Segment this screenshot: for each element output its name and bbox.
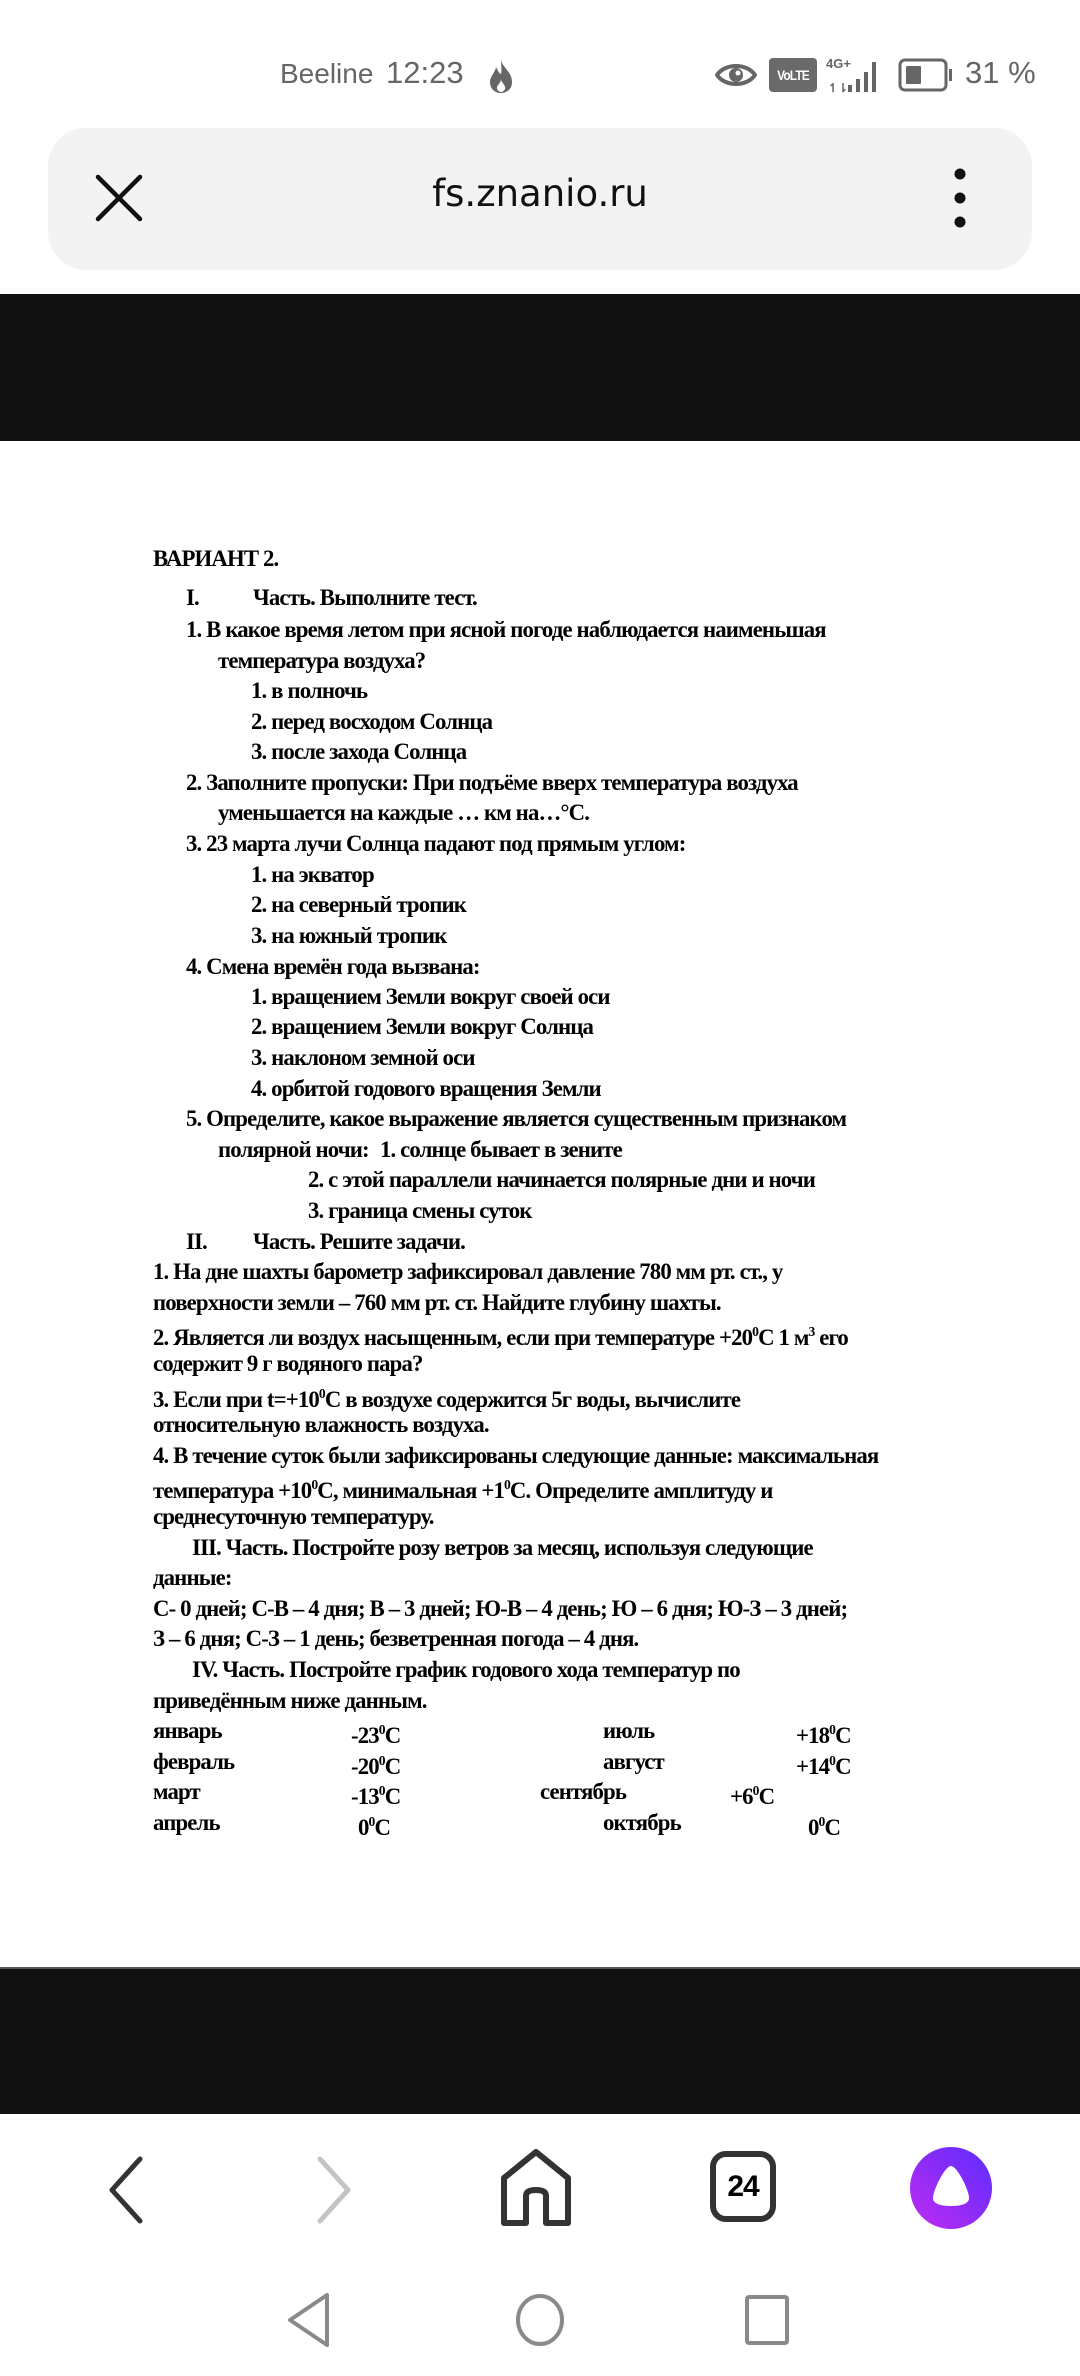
part3-title: III. Часть. Постройте розу ветров за месяц, используя следующие [192,1535,813,1561]
degree-mark: 0 [378,1723,385,1738]
temp-unit: С [384,1784,401,1810]
temp-unit: С [835,1723,851,1749]
month-temp [796,1717,851,1750]
part4-title: IV. Часть. Постройте график годового хода температур по [192,1657,740,1683]
alice-icon[interactable] [909,2146,993,2230]
task-1: 1. На дне шахты барометр зафиксировал давление 780 мм рт. ст., у [153,1259,783,1285]
task-3-cont: относительную влажность воздуха. [153,1412,489,1438]
month-name: январь [153,1718,222,1744]
task-3-text-a: 3. Если при t=+10 [153,1387,319,1413]
degree-mark: 0 [378,1754,385,1769]
part1-number: I. [186,585,199,611]
home-icon[interactable] [498,2148,574,2228]
question-2: 2. Заполните пропуски: При подъёме вверх температура воздуха [186,770,798,796]
url-text[interactable]: fs.znanio.ru [432,172,648,215]
q5-option-2: 2. с этой параллели начинается полярные дни и ночи [308,1167,815,1193]
degree-mark: 0 [318,1387,325,1402]
top-black-band [0,294,1080,441]
temp-value: -13 [351,1784,379,1810]
forward-icon[interactable] [310,2155,360,2225]
q4-option-4: 4. орбитой годового вращения Земли [251,1076,601,1102]
degree-mark: 0 [368,1815,375,1830]
wind-data-line-1: С- 0 дней; С-В – 4 дня; В – 3 дней; Ю-В – 4 день; Ю – 6 дня; Ю-З – 3 дней; [153,1596,848,1622]
part4-title-cont: приведённым ниже данным. [153,1688,427,1714]
bottom-black-band [0,1969,1080,2114]
month-name: август [603,1749,664,1775]
task-2 [153,1319,848,1352]
temp-value: +18 [796,1723,830,1749]
q4-option-2: 2. вращением Земли вокруг Солнца [251,1014,594,1040]
battery-percent: 31 % [965,55,1036,90]
eye-icon [715,60,757,90]
degree-mark: 0 [378,1784,385,1799]
system-home-icon[interactable] [514,2292,566,2348]
degree-mark: 0 [752,1325,759,1340]
wind-data-line-2: З – 6 дня; С-З – 1 день; безветренная погода – 4 дня. [153,1626,639,1652]
q5-option-3: 3. граница смены суток [308,1198,532,1224]
temp-unit: С [384,1723,401,1749]
month-temp [730,1778,774,1811]
q1-option-2: 2. перед восходом Солнца [251,709,493,735]
task-4-text-a: температура +10 [153,1478,312,1504]
q1-option-3: 3. после захода Солнца [251,739,467,765]
month-temp [351,1748,400,1781]
q3-option-1: 1. на экватор [251,862,374,888]
temp-unit: С [824,1815,841,1841]
task-3 [153,1381,740,1414]
temp-value: +14 [796,1754,830,1780]
temp-unit: С [758,1784,775,1810]
temp-unit: С [835,1754,851,1780]
variant-heading: ВАРИАНТ 2. [153,546,279,572]
degree-mark: 0 [503,1478,510,1493]
temp-value: -23 [351,1723,379,1749]
month-name: июль [603,1718,655,1744]
degree-mark: 0 [818,1815,825,1830]
q3-option-2: 2. на северный тропик [251,892,467,918]
tabs-button[interactable] [710,2151,776,2222]
month-temp [351,1717,400,1750]
month-temp [351,1778,400,1811]
month-temp [808,1809,840,1842]
month-name: март [153,1779,200,1805]
q5-option-1: 1. солнце бывает в зените [380,1137,622,1163]
system-back-icon[interactable] [286,2292,332,2348]
temp-value: +6 [730,1784,753,1810]
question-5-cont: полярной ночи: [218,1137,369,1163]
temp-unit: С [384,1754,401,1780]
q3-option-3: 3. на южный тропик [251,923,447,949]
q1-option-1: 1. в полночь [251,678,368,704]
task-2-text-c: его [814,1325,848,1351]
degree-mark: 0 [829,1723,836,1738]
month-name: апрель [153,1810,220,1836]
degree-mark: 0 [829,1754,836,1769]
degree-mark: 0 [752,1784,759,1799]
task-4-cont-2: среднесуточную температуру. [153,1504,434,1530]
task-4-text-b: С, минимальная +1 [317,1478,504,1504]
volte-icon [769,58,817,92]
question-1: 1. В какое время летом при ясной погоде наблюдается наименьшая [186,617,826,643]
battery-icon [898,58,954,92]
month-name: сентябрь [540,1779,627,1805]
signal-icon [826,58,886,94]
task-4-text-c: С. Определите амплитуду и [509,1478,773,1504]
back-icon[interactable] [100,2155,150,2225]
part2-title: Часть. Решите задачи. [253,1229,465,1255]
temp-value: 0 [358,1815,369,1841]
task-2-cont: содержит 9 г водяного пара? [153,1351,423,1377]
part3-title-cont: данные: [153,1565,232,1591]
task-2-text-b: С 1 м [758,1325,809,1351]
q4-option-3: 3. наклоном земной оси [251,1045,475,1071]
month-temp [358,1809,390,1842]
more-vertical-icon[interactable] [948,166,972,230]
month-name: февраль [153,1749,235,1775]
carrier-name: Beeline [280,58,374,89]
task-2-text-a: 2. Является ли воздух насыщенным, если при температуре +20 [153,1325,753,1351]
tab-count: 24 [727,2170,759,2203]
temp-unit: С [374,1815,391,1841]
flame-icon [486,58,516,94]
temp-value: -20 [351,1754,379,1780]
q4-option-1: 1. вращением Земли вокруг своей оси [251,984,610,1010]
degree-mark: 0 [311,1478,318,1493]
network-type: 4G+ [826,56,851,71]
question-4: 4. Смена времён года вызвана: [186,954,480,980]
task-4-cont [153,1472,772,1505]
temp-value: 0 [808,1815,819,1841]
cube-mark: 3 [808,1325,815,1340]
task-1-cont: поверхности земли – 760 мм рт. ст. Найдите глубину шахты. [153,1290,721,1316]
part1-title: Часть. Выполните тест. [253,585,477,611]
task-4: 4. В течение суток были зафиксированы следующие данные: максимальная [153,1443,879,1469]
task-3-text-b: С в воздухе содержится 5г воды, вычислите [324,1387,741,1413]
question-5: 5. Определите, какое выражение является существенным признаком [186,1106,847,1132]
question-1-cont: температура воздуха? [218,648,426,674]
clock: 12:23 [386,55,464,90]
month-temp [796,1748,851,1781]
system-recents-icon[interactable] [744,2294,790,2346]
part2-number: II. [186,1229,207,1255]
volte-label: VoLTE [777,67,809,83]
month-name: октябрь [603,1810,681,1836]
question-3: 3. 23 марта лучи Солнца падают под прямым углом: [186,831,686,857]
question-2-cont: уменьшается на каждые … км на…°С. [218,800,590,826]
status-bar [0,0,1080,120]
svg-text:↿⇂: ↿⇂ [828,81,849,94]
